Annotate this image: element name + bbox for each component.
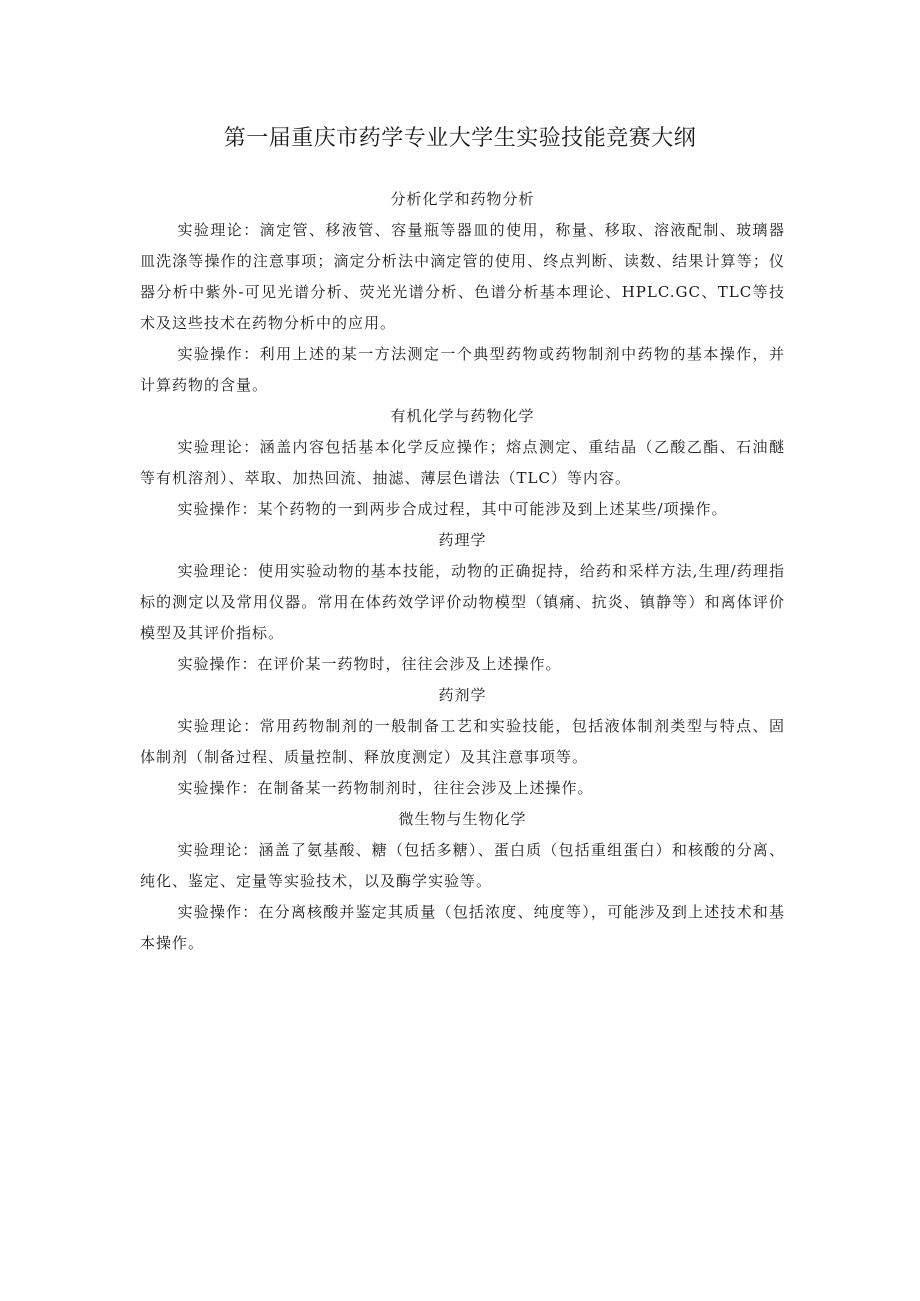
section-heading: 微生物与生物化学 [398, 810, 527, 828]
theory-paragraph: 实验理论：涵盖内容包括基本化学反应操作；熔点测定、重结晶（乙酸乙酯、石油醚等有机溶剂）、萃取、加热回流、抽滤、薄层色谱法（TLC）等内容。 [140, 438, 785, 487]
operation-paragraph: 实验操作：在评价某一药物时，往往会涉及上述操作。 [177, 655, 562, 673]
operation-paragraph: 实验操作：在分离核酸并鉴定其质量（包括浓度、纯度等），可能涉及到上述技术和基本操作。 [140, 903, 785, 952]
theory-paragraph: 实验理论：常用药物制剂的一般制备工艺和实验技能，包括液体制剂类型与特点、固体制剂（制备过程、质量控制、释放度测定）及其注意事项等。 [140, 717, 785, 766]
operation-paragraph: 实验操作：利用上述的某一方法测定一个典型药物或药物制剂中药物的基本操作，并计算药物的含量。 [140, 345, 785, 394]
section-organic-chemistry [140, 401, 785, 525]
theory-paragraph: 实验理论：使用实验动物的基本技能，动物的正确捉持，给药和采样方法,生理/药理指标的测定以及常用仪器。常用在体药效学评价动物模型（镇痛、抗炎、镇静等）和离体评价模型及其评价指标。 [140, 562, 785, 642]
section-heading: 药剂学 [438, 686, 487, 704]
section-heading: 分析化学和药物分析 [390, 190, 535, 208]
section-analytical-chemistry [140, 184, 785, 401]
section-pharmaceutics [140, 680, 785, 804]
operation-paragraph: 实验操作：某个药物的一到两步合成过程，其中可能涉及到上述某些/项操作。 [177, 500, 728, 518]
theory-paragraph: 实验理论：涵盖了氨基酸、糖（包括多糖）、蛋白质（包括重组蛋白）和核酸的分离、纯化、鉴定、定量等实验技术，以及酶学实验等。 [140, 841, 785, 890]
operation-paragraph: 实验操作：在制备某一药物制剂时，往往会涉及上述操作。 [177, 779, 594, 797]
section-heading: 有机化学与药物化学 [390, 407, 535, 425]
section-pharmacology [140, 525, 785, 680]
section-heading: 药理学 [438, 531, 487, 549]
document-body [140, 184, 785, 959]
section-microbiology-biochemistry [140, 804, 785, 959]
document-title: 第一届重庆市药学专业大学生实验技能竞赛大纲 [223, 126, 697, 151]
theory-paragraph: 实验理论：滴定管、移液管、容量瓶等器皿的使用，称量、移取、溶液配制、玻璃器皿洗涤等操作的注意事项；滴定分析法中滴定管的使用、终点判断、读数、结果计算等；仪器分析中紫外-可见光谱分析、荧光光谱分析、色谱分析基本理论、HPLC.GC、TLC等技术及这些技术在药物分析中的应用。 [140, 221, 785, 332]
